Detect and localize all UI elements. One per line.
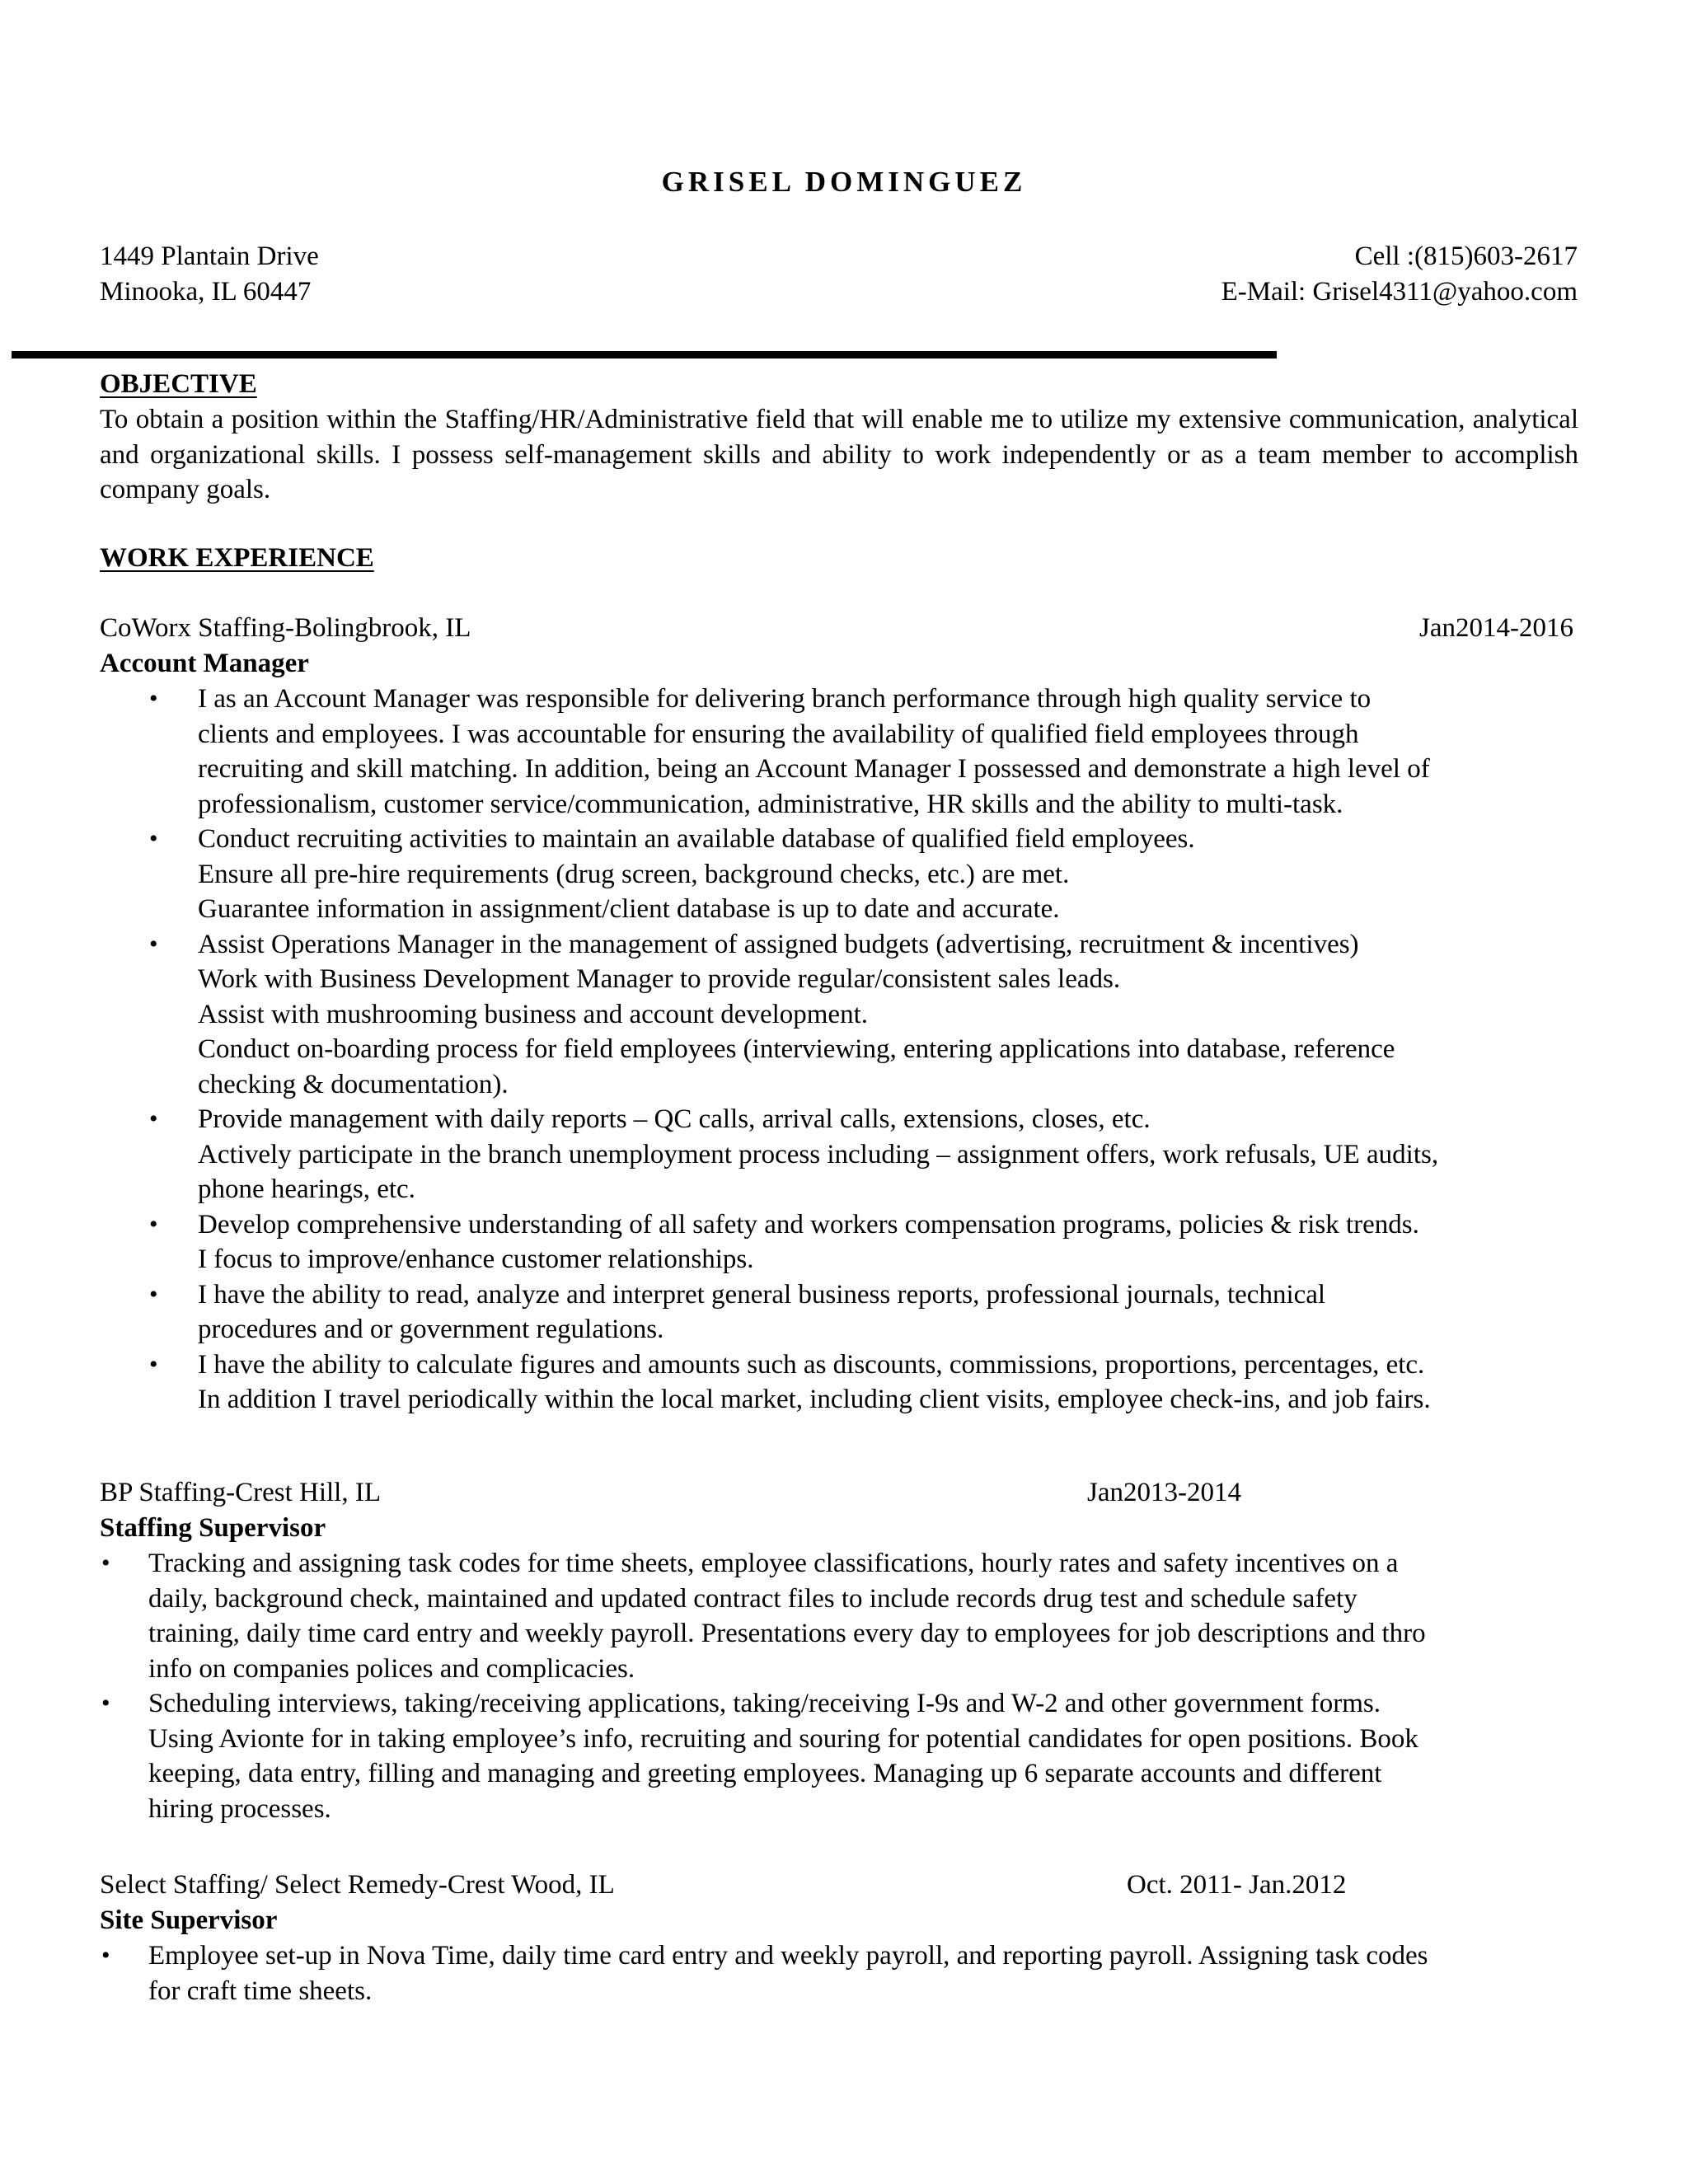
bullet-line: Conduct on-boarding process for field employees (interviewing, entering applications into database, reference <box>198 1034 1395 1064</box>
bullet-marker: • <box>101 1549 110 1577</box>
bullet-marker: • <box>149 1210 158 1238</box>
job-3-title: Site Supervisor <box>100 1905 278 1935</box>
job-1-dates: Jan2014-2016 <box>1419 613 1573 643</box>
job-1-bullet-4 <box>149 1102 1582 1207</box>
job-1-bullet-1 <box>149 682 1582 822</box>
bullet-marker: • <box>149 930 158 958</box>
bullet-line: recruiting and skill matching. In addition, being an Account Manager I possessed and demonstrate a high level of <box>198 754 1430 784</box>
bullet-line: training, daily time card entry and weekly payroll. Presentations every day to employees for job descriptions and thro <box>148 1619 1426 1648</box>
bullet-line: procedures and or government regulations. <box>198 1315 664 1344</box>
objective-text: To obtain a position within the Staffing/HR/Administrative field that will enable me to utilize my extensive communication, analytical and organizational skills. I possess self-management skills and ability to work independently or as a team member to accomplish company goals. <box>100 405 1578 504</box>
bullet-line: Develop comprehensive understanding of all safety and workers compensation programs, policies & risk trends. <box>198 1209 1419 1240</box>
bullet-line: Work with Business Development Manager to provide regular/consistent sales leads. <box>198 964 1121 994</box>
job-2-bullet-1 <box>101 1546 1582 1686</box>
bullet-line: clients and employees. I was accountable for ensuring the availability of qualified field employees through <box>198 719 1359 749</box>
bullet-marker: • <box>149 1105 158 1132</box>
cell-phone: Cell :(815)603-2617 <box>1354 241 1578 271</box>
job-1-title: Account Manager <box>100 649 309 678</box>
bullet-marker: • <box>149 825 158 852</box>
bullet-line: Using Avionte for in taking employee’s info, recruiting and souring for potential candidates for open positions. Book <box>148 1723 1418 1754</box>
job-1-bullet-7 <box>149 1347 1582 1418</box>
objective-heading: OBJECTIVE <box>100 369 257 399</box>
job-1-bullet-6 <box>149 1277 1582 1347</box>
bullet-line: checking & documentation). <box>198 1069 509 1099</box>
address-block <box>100 239 319 309</box>
bullet-line: Ensure all pre-hire requirements (drug screen, background checks, etc.) are met. <box>198 859 1070 889</box>
job-1-bullets <box>149 682 1582 1418</box>
bullet-line: In addition I travel periodically within the local market, including client visits, employee check-ins, and job fairs. <box>198 1385 1431 1414</box>
job-3-dates: Oct. 2011- Jan.2012 <box>1127 1870 1347 1900</box>
bullet-line: phone hearings, etc. <box>198 1174 415 1204</box>
bullet-line: I have the ability to calculate figures and amounts such as discounts, commissions, proportions, percentages, etc. <box>198 1349 1425 1380</box>
bullet-line: Actively participate in the branch unemployment process including – assignment offers, work refusals, UE audits, <box>198 1139 1439 1169</box>
bullet-line: for craft time sheets. <box>148 1975 373 2006</box>
bullet-marker: • <box>149 1350 158 1378</box>
job-1-bullet-3 <box>149 927 1582 1103</box>
bullet-marker: • <box>149 1280 158 1308</box>
bullet-marker: • <box>101 1942 110 1969</box>
job-1-bullet-5 <box>149 1207 1582 1277</box>
bullet-line: Tracking and assigning task codes for time sheets, employee classifications, hourly rates and safety incentives on a <box>148 1549 1399 1578</box>
address-line-1: 1449 Plantain Drive <box>100 241 319 271</box>
job-2-title: Staffing Supervisor <box>100 1513 326 1543</box>
job-2-company: BP Staffing-Crest Hill, IL <box>100 1478 381 1507</box>
address-line-2: Minooka, IL 60447 <box>100 276 312 307</box>
contact-block <box>1221 239 1578 309</box>
job-3-bullets <box>101 1938 1582 2008</box>
bullet-line: Guarantee information in assignment/client database is up to date and accurate. <box>198 894 1060 924</box>
email-address: E-Mail: Grisel4311@yahoo.com <box>1221 276 1578 307</box>
bullet-line: professionalism, customer service/communication, administrative, HR skills and the ability to multi-task. <box>198 789 1343 819</box>
bullet-line: daily, background check, maintained and updated contract files to include records drug test and schedule safety <box>148 1583 1357 1614</box>
bullet-marker: • <box>149 685 158 712</box>
bullet-line: Assist Operations Manager in the management of assigned budgets (advertising, recruitment & incentives) <box>198 929 1359 959</box>
bullet-line: Assist with mushrooming business and account development. <box>198 999 868 1029</box>
job-2-bullets <box>101 1546 1582 1826</box>
bullet-line: I as an Account Manager was responsible for delivering branch performance through high quality service to <box>198 684 1372 714</box>
job-1-bullet-2 <box>149 822 1582 927</box>
work-experience-heading: WORK EXPERIENCE <box>100 543 374 573</box>
bullet-line: info on companies polices and complicacies. <box>148 1653 635 1684</box>
bullet-line: I focus to improve/enhance customer relationships. <box>198 1244 754 1274</box>
bullet-line: Provide management with daily reports – QC calls, arrival calls, extensions, closes, etc. <box>198 1104 1151 1134</box>
job-3-company: Select Staffing/ Select Remedy-Crest Wood, IL <box>100 1870 615 1900</box>
bullet-line: I have the ability to read, analyze and interpret general business reports, professional journals, technical <box>198 1279 1326 1310</box>
candidate-name: GRISEL DOMINGUEZ <box>661 166 1027 198</box>
bullet-marker: • <box>101 1690 110 1717</box>
job-2-dates: Jan2013-2014 <box>1087 1478 1241 1507</box>
header-divider <box>12 351 1277 359</box>
job-2-bullet-2 <box>101 1686 1582 1826</box>
job-1-company: CoWorx Staffing-Bolingbrook, IL <box>100 613 471 643</box>
bullet-line: hiring processes. <box>148 1793 331 1824</box>
job-3-bullet-1 <box>101 1938 1582 2008</box>
bullet-line: Employee set-up in Nova Time, daily time card entry and weekly payroll, and reporting payroll. Assigning task codes <box>148 1941 1428 1971</box>
bullet-line: Scheduling interviews, taking/receiving applications, taking/receiving I-9s and W-2 and other government forms. <box>148 1689 1381 1718</box>
bullet-line: keeping, data entry, filling and managing and greeting employees. Managing up 6 separate accounts and different <box>148 1759 1382 1788</box>
bullet-line: Conduct recruiting activities to maintain an available database of qualified field employees. <box>198 824 1195 854</box>
